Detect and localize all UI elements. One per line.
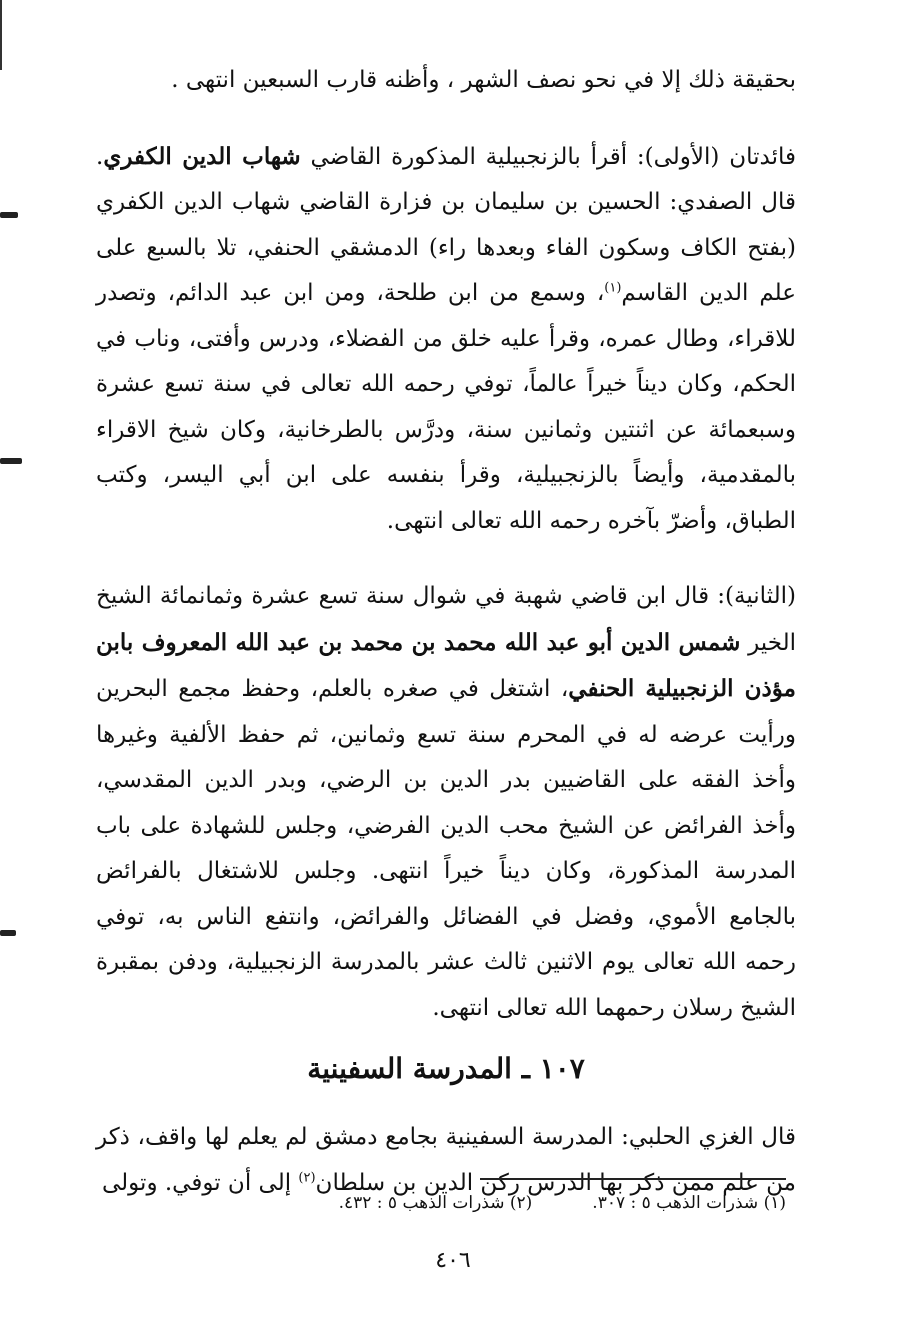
scan-edge-mark [0,458,22,464]
paragraph-2-name: شهاب الدين الكفري [103,142,301,170]
page-body [96,58,796,1206]
footnote-1: (١) شذرات الذهب ٥ : ٣٠٧. [592,1193,786,1213]
footnote-ref-2[interactable]: (٢) [298,1169,316,1185]
scan-edge-line [0,0,2,70]
page-number: ٤٠٦ [435,1248,471,1273]
paragraph-1: بحقيقة ذلك إلا في نحو نصف الشهر ، وأظنه قارب السبعين انتهى . [171,67,796,93]
footnotes [190,1190,786,1216]
scan-edge-mark [0,930,16,936]
paragraph-3-body: ، اشتغل في صغره بالعلم، وحفظ مجمع البحرين ورأيت عرضه له في المحرم سنة تسع وثمانين، ثم حفظ الألفية وغيرها وأخذ الفقه على القاضيين بدر الدين بن الرضي، وبدر الدين المقدسي، وأخذ الفرائض عن الشيخ محب الدين الفرضي، وجلس للشهادة على باب المدرسة المذكورة، وكان ديناً خيراً انتهى. وجلس للاشتغال بالفرائض بالجامع الأموي، وفضل في الفضائل والفرائض، وانتفع الناس به، توفي رحمه الله تعالى يوم الاثنين ثالث عشر بالمدرسة الزنجبيلية، ودفن بمقبرة الشيخ رسلان رحمهما الله تعالى انتهى. [96,676,796,1021]
paragraph-4-body-cont: إلى أن توفي. وتولى [101,1169,299,1196]
paragraph-2-body: . قال الصفدي: الحسين بن سليمان بن فزارة القاضي شهاب الدين الكفري (بفتح الكاف وسكون الفاء وبعدها راء) الدمشقي الحنفي، تلا بالسبع على علم الدين القاسم [96,143,796,306]
paragraph-3-intro: (الثانية): قال ابن قاضي شهبة في شوال سنة تسع عشرة وثمانمائة الشيخ الخير [96,583,796,656]
section-heading: ١٠٧ ـ المدرسة السفينية [307,1052,585,1085]
footnote-2: (٢) شذرات الذهب ٥ : ٤٣٢. [338,1193,533,1213]
footnote-ref-1[interactable]: (١) [604,280,622,296]
footnote-divider [480,1178,786,1180]
scan-edge-mark [0,212,18,218]
paragraph-2-intro: فائدتان (الأولى): أقرأ بالزنجبيلية المذكورة القاضي [300,143,796,170]
paragraph-2 [96,134,796,545]
paragraph-3 [96,574,796,1031]
paragraph-3-name: شمس الدين أبو عبد الله محمد بن محمد بن عبد الله المعروف بابن مؤذن الزنجبيلية الحنفي [96,628,796,702]
paragraph-4-body: قال الغزي الحلبي: المدرسة السفينية بجامع دمشق لم يعلم لها واقف، ذكر من علم ممن ذكر بها الدرس ركن الدين بن سلطان [96,1124,796,1196]
paragraph-2-body-cont: ، وسمع من ابن طلحة، ومن ابن عبد الدائم، وتصدر للاقراء، وطال عمره، وقرأ عليه خلق من الفضلاء، ودرس وأفتى، وناب في الحكم، وكان ديناً خيراً عالماً، توفي رحمه الله تعالى في سنة تسع عشرة وسبعمائة عن اثنتين وثمانين سنة، ودرَّس بالطرخانية، وكان شيخ الاقراء بالمقدمية، وأيضاً بالزنجبيلية، وقرأ بنفسه على ابن أبي اليسر، وكتب الطباق، وأضرّ بآخره رحمه الله تعالى انتهى. [96,280,796,534]
